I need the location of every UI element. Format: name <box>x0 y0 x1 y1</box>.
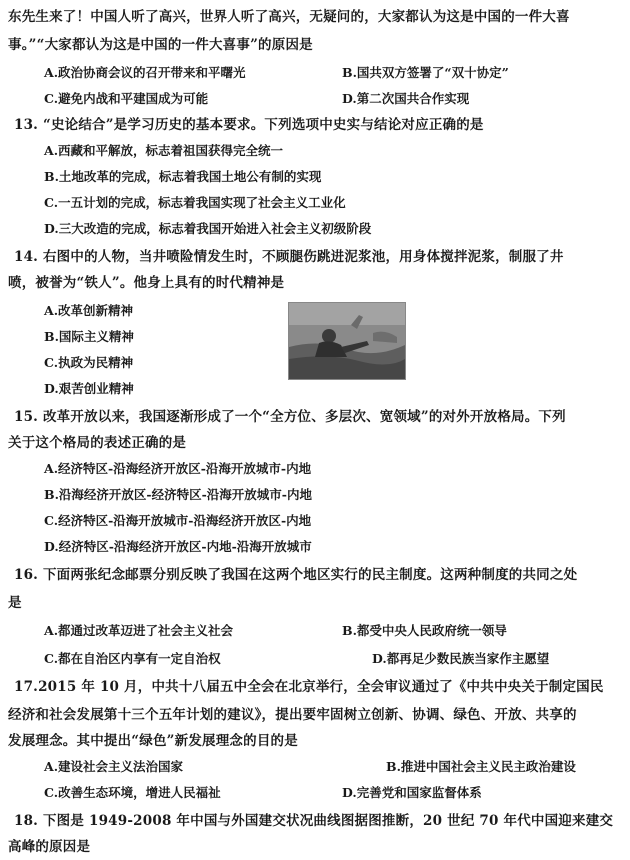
question-16-stem-2: 是 <box>8 595 22 611</box>
q17-option-a: A.建设社会主义法治国家 <box>44 759 184 774</box>
q14-option-d: D.艰苦创业精神 <box>44 381 134 396</box>
q12-option-c: C.避免内战和平建国成为可能 <box>44 91 209 106</box>
q15-option-b: B.沿海经济开放区-经济特区-沿海开放城市-内地 <box>44 487 312 502</box>
passage-line-1: 东先生来了！中国人听了高兴，世界人听了高兴，无疑问的，大家都认为这是中国的一件大喜 <box>8 9 570 25</box>
question-14-stem-1: 14. 右图中的人物，当井喷险情发生时，不顾腿伤跳进泥浆池，用身体搅拌泥浆，制服了井 <box>14 249 564 265</box>
q16-option-d: D.都再足少数民族当家作主愿望 <box>372 651 550 666</box>
q14-option-a: A.改革创新精神 <box>44 303 134 318</box>
question-17-stem-1: 17.2015 年 10 月，中共十八届五中全会在北京举行，全会审议通过了《中共中央关于制定国民 <box>14 679 604 695</box>
question-15-stem-2: 关于这个格局的表述正确的是 <box>8 435 187 451</box>
q12-option-a: A.政治协商会议的召开带来和平曙光 <box>44 65 246 80</box>
question-16-stem-1: 16. 下面两张纪念邮票分别反映了我国在这两个地区实行的民主制度。这两种制度的共同之处 <box>14 567 578 583</box>
q12-option-d: D.第二次国共合作实现 <box>342 91 470 106</box>
q13-option-a: A.西藏和平解放，标志着祖国获得完全统一 <box>44 143 284 158</box>
q16-option-c: C.都在自治区内享有一定自治权 <box>44 651 221 666</box>
q13-option-c: C.一五计划的完成，标志着我国实现了社会主义工业化 <box>44 195 346 210</box>
q13-option-b: B.土地改革的完成，标志着我国土地公有制的实现 <box>44 169 322 184</box>
question-12-stem: 事。”“大家都认为这是中国的一件大喜事”的原因是 <box>8 37 313 53</box>
q13-option-d: D.三大改造的完成，标志着我国开始进入社会主义初级阶段 <box>44 221 372 236</box>
q17-option-b: B.推进中国社会主义民主政治建设 <box>386 759 576 774</box>
question-18-stem-1: 18. 下图是 1949-2008 年中国与外国建交状况曲线图据图推断，20 世纪 70 年代中国迎来建交 <box>14 813 614 829</box>
question-17-stem-3: 发展理念。其中提出“绿色”新发展理念的目的是 <box>8 733 298 749</box>
ironman-photo-illustration <box>289 303 405 379</box>
q14-option-b: B.国际主义精神 <box>44 329 134 344</box>
q16-option-a: A.都通过改革迈进了社会主义社会 <box>44 623 234 638</box>
q15-option-c: C.经济特区-沿海开放城市-沿海经济开放区-内地 <box>44 513 312 528</box>
question-17-stem-2: 经济和社会发展第十三个五年计划的建议》，提出要牢固树立创新、协调、绿色、开放、共享的 <box>8 707 577 723</box>
q14-option-c: C.执政为民精神 <box>44 355 134 370</box>
q16-option-b: B.都受中央人民政府统一领导 <box>342 623 507 638</box>
q17-option-c: C.改善生态环境，增进人民福祉 <box>44 785 221 800</box>
question-15-stem-1: 15. 改革开放以来，我国逐渐形成了一个“全方位、多层次、宽领域”的对外开放格局。下列 <box>14 409 566 425</box>
question-14-stem-2: 喷，被誉为“铁人”。他身上具有的时代精神是 <box>8 275 285 291</box>
q12-option-b: B.国共双方签署了“双十协定” <box>342 65 509 80</box>
q15-option-a: A.经济特区-沿海经济开放区-沿海开放城市-内地 <box>44 461 312 476</box>
ironman-photo <box>288 302 406 380</box>
question-13-stem: 13. “史论结合”是学习历史的基本要求。下列选项中史实与结论对应正确的是 <box>14 117 484 133</box>
q17-option-d: D.完善党和国家监督体系 <box>342 785 482 800</box>
question-18-stem-2: 高峰的原因是 <box>8 839 91 855</box>
q15-option-d: D.经济特区-沿海经济开放区-内地-沿海开放城市 <box>44 539 312 554</box>
